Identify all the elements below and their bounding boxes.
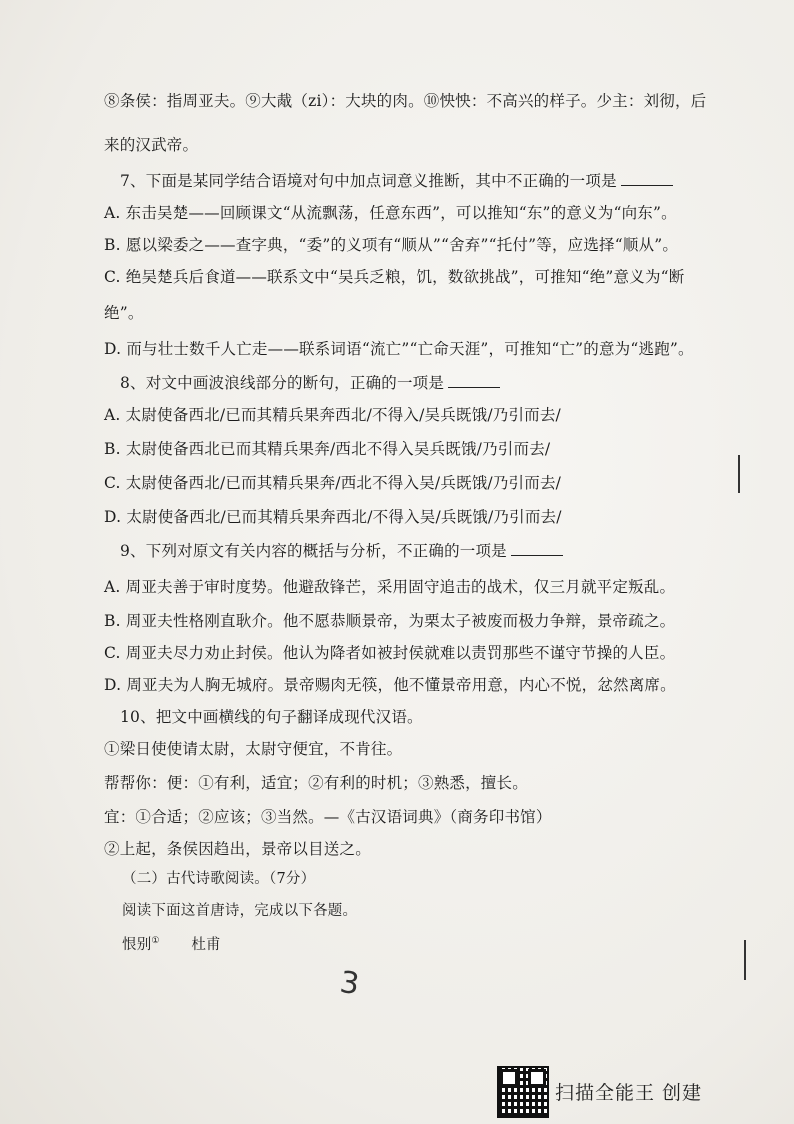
q8-option-d: D. 太尉使备西北/已而其精兵果奔西北/不得入吴/兵既饿/乃引而去/ (104, 508, 562, 526)
q7-option-c-cont: 绝”。 (104, 304, 144, 322)
annotation-line: ⑧条侯：指周亚夫。⑨大胾（zi）：大块的肉。⑩怏怏：不高兴的样子。少主：刘彻，后 (104, 92, 707, 110)
question-9-stem: 9、下列对原文有关内容的概括与分析，不正确的一项是 (120, 540, 563, 562)
q8-option-a: A. 太尉使备西北/已而其精兵果奔西北/不得入/吴兵既饿/乃引而去/ (104, 406, 561, 424)
q7-option-b: B. 愿以梁委之——查字典，“委”的义项有“顺从”“舍弃”“托付”等，应选择“顺从”。 (104, 236, 679, 254)
q7-option-d: D. 而与壮士数千人亡走——联系词语“流亡”“亡命天涯”，可推知“亡”的意为“逃跑”。 (104, 340, 694, 358)
answer-blank (511, 541, 563, 556)
qr-code-icon (497, 1066, 549, 1118)
question-7-stem: 7、下面是某同学结合语境对句中加点词意义推断，其中不正确的一项是 (120, 170, 673, 192)
poem-author: 杜甫 (191, 936, 221, 953)
poem-title: 恨别 (122, 936, 152, 953)
poem-heading (122, 930, 221, 956)
footnote-marker: ① (151, 936, 160, 946)
q9-option-b: B. 周亚夫性格刚直耿介。他不愿恭顺景帝，为栗太子被废而极力争辩，景帝疏之。 (104, 612, 676, 630)
q8-option-c: C. 太尉使备西北/已而其精兵果奔/西北不得入吴/兵既饿/乃引而去/ (104, 474, 562, 492)
page-number: 3 (337, 964, 362, 1003)
question-10-stem: 10、把文中画横线的句子翻译成现代汉语。 (120, 708, 423, 726)
annotation-line: 来的汉武帝。 (104, 136, 199, 154)
scanner-watermark: 扫描全能王 创建 (555, 1082, 703, 1104)
margin-mark (744, 940, 746, 980)
q10-help-1: 帮帮你：便：①有利，适宜；②有利的时机；③熟悉，擅长。 (104, 774, 528, 792)
q10-sentence-1: ①梁日使使请太尉，太尉守便宜，不肯往。 (104, 740, 403, 758)
q9-option-a: A. 周亚夫善于审时度势。他避敌锋芒，采用固守追击的战术，仅三月就平定叛乱。 (104, 578, 676, 596)
q8-option-b: B. 太尉使备西北已而其精兵果奔/西北不得入吴兵既饿/乃引而去/ (104, 440, 551, 458)
section-title: （二）古代诗歌阅读。（7分） (122, 871, 316, 887)
q9-option-d: D. 周亚夫为人胸无城府。景帝赐肉无筷，他不懂景帝用意，内心不悦，忿然离席。 (104, 676, 676, 694)
q9-option-c: C. 周亚夫尽力劝止封侯。他认为降者如被封侯就难以责罚那些不谨守节操的人臣。 (104, 644, 676, 662)
section-instruction: 阅读下面这首唐诗，完成以下各题。 (122, 903, 358, 919)
q10-sentence-2: ②上起，条侯因趋出，景帝以目送之。 (104, 840, 371, 858)
answer-blank (621, 171, 673, 186)
answer-blank (448, 373, 500, 388)
margin-mark (738, 455, 740, 493)
q7-option-a: A. 东击吴楚——回顾课文“从流飘荡，任意东西”，可以推知“东”的意义为“向东”。 (104, 204, 677, 222)
question-8-stem: 8、对文中画波浪线部分的断句，正确的一项是 (120, 372, 500, 394)
q7-option-c: C. 绝吴楚兵后食道——联系文中“吴兵乏粮，饥，数欲挑战”，可推知“绝”意义为“断 (104, 268, 685, 286)
q10-help-2: 宜：①合适；②应该；③当然。—《古汉语词典》（商务印书馆） (104, 808, 552, 826)
